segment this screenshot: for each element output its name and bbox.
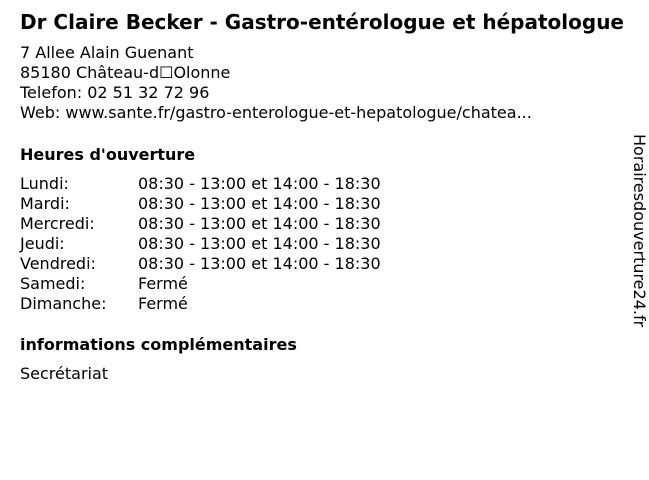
day-label: Lundi: bbox=[20, 174, 69, 193]
phone-number: Telefon: 02 51 32 72 96 bbox=[20, 83, 210, 102]
page-title: Dr Claire Becker - Gastro-entérologue et hépatologue bbox=[20, 10, 624, 34]
day-label: Samedi: bbox=[20, 274, 86, 293]
city-address: 85180 Château-d☐Olonne bbox=[20, 63, 231, 82]
day-label: Dimanche: bbox=[20, 294, 107, 313]
day-label: Jeudi: bbox=[20, 234, 65, 253]
additional-info-text: Secrétariat bbox=[20, 364, 109, 383]
day-label: Mardi: bbox=[20, 194, 70, 213]
time-value: 08:30 - 13:00 et 14:00 - 18:30 bbox=[138, 214, 381, 233]
additional-info-heading: informations complémentaires bbox=[20, 335, 297, 354]
day-label: Vendredi: bbox=[20, 254, 96, 273]
time-value: Fermé bbox=[138, 294, 188, 313]
time-value: Fermé bbox=[138, 274, 188, 293]
site-watermark: Horairesdouverture24.fr bbox=[630, 134, 649, 328]
address-block bbox=[20, 43, 532, 123]
day-label: Mercredi: bbox=[20, 214, 95, 233]
street-address: 7 Allee Alain Guenant bbox=[20, 43, 194, 62]
time-value: 08:30 - 13:00 et 14:00 - 18:30 bbox=[138, 234, 381, 253]
website-link[interactable]: Web: www.sante.fr/gastro-enterologue-et-hepatologue/chatea... bbox=[20, 103, 532, 122]
opening-hours-heading: Heures d'ouverture bbox=[20, 145, 196, 164]
time-value: 08:30 - 13:00 et 14:00 - 18:30 bbox=[138, 254, 381, 273]
time-value: 08:30 - 13:00 et 14:00 - 18:30 bbox=[138, 194, 381, 213]
time-value: 08:30 - 13:00 et 14:00 - 18:30 bbox=[138, 174, 381, 193]
